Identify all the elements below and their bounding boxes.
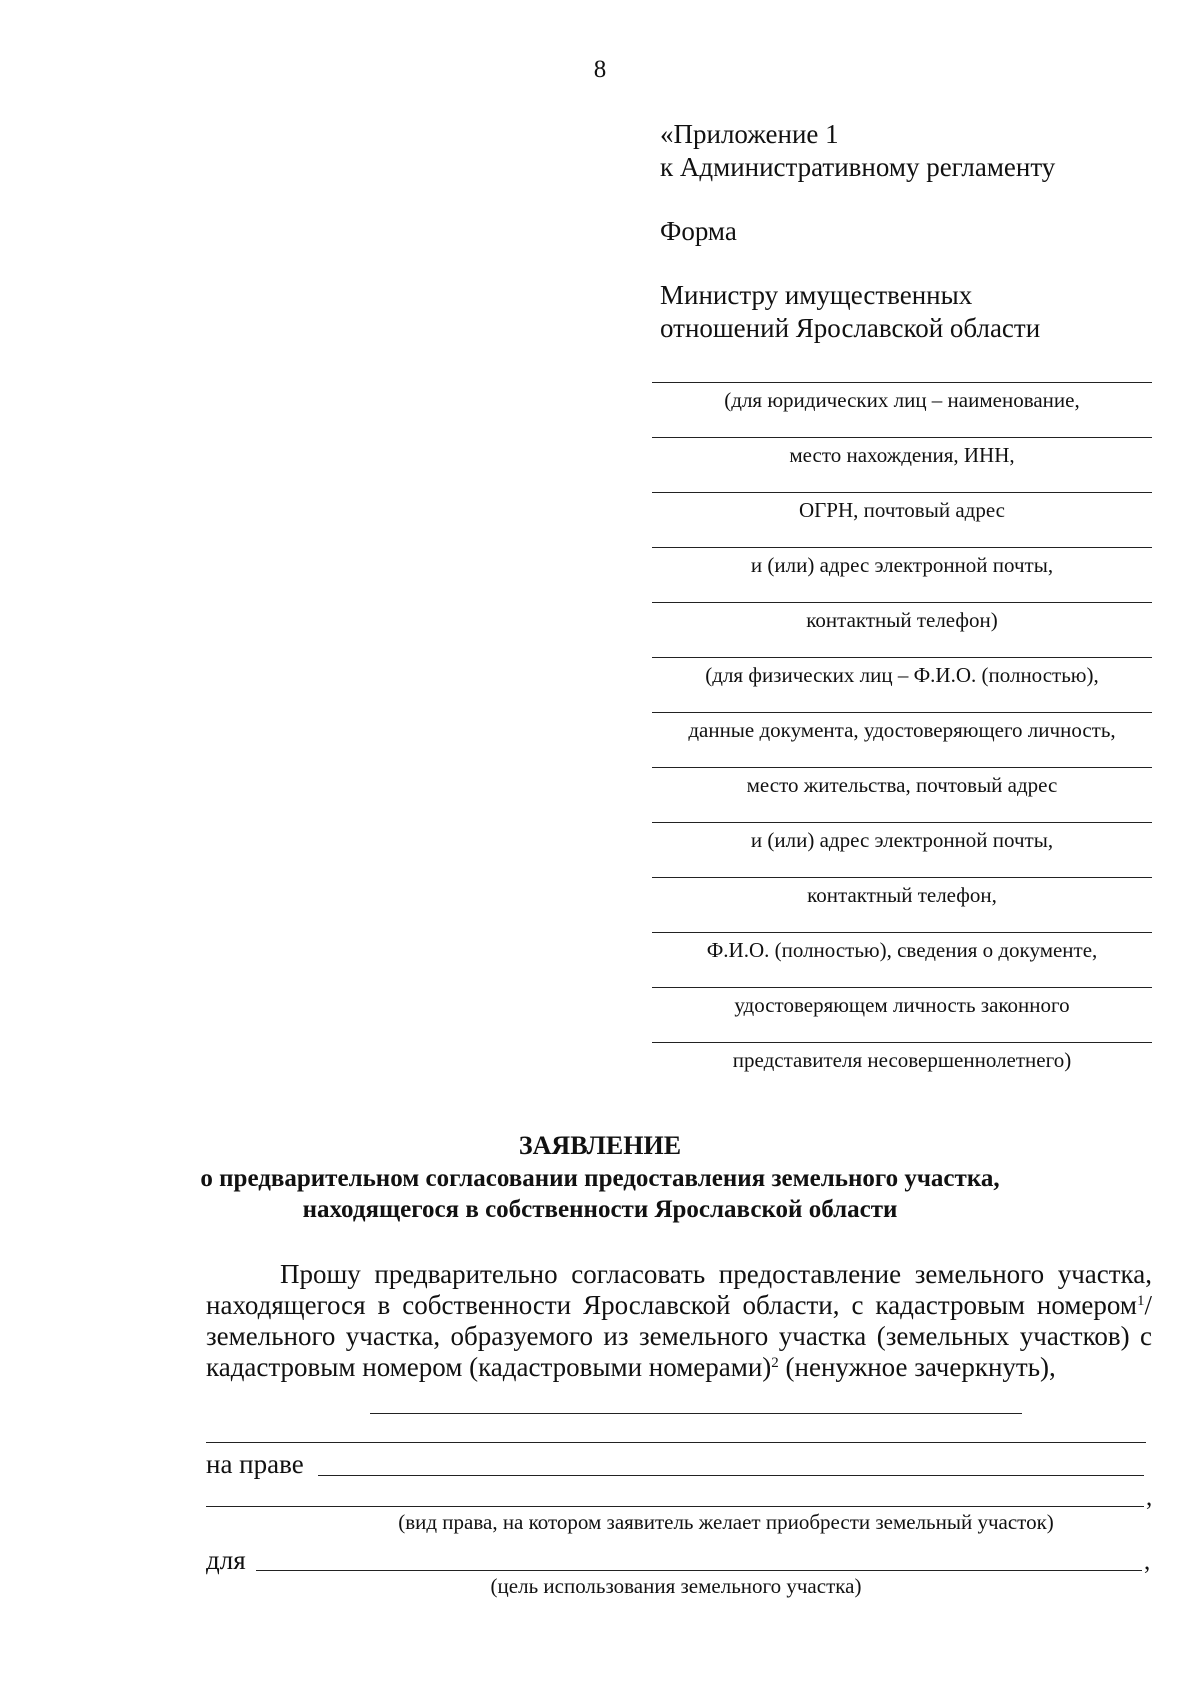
right-type-input-line-2[interactable]	[206, 1506, 1144, 1507]
cadastral-number-input-line-2[interactable]	[206, 1442, 1146, 1443]
page-number: 8	[593, 56, 607, 83]
purpose-caption: (цель использования земельного участка)	[490, 1574, 862, 1598]
applicant-field-caption: ОГРН, почтовый адрес	[799, 498, 1005, 522]
form-label: Форма	[660, 216, 737, 246]
applicant-field-caption: представителя несовершеннолетнего)	[732, 1048, 1072, 1072]
right-type-input-line[interactable]	[318, 1475, 1144, 1476]
purpose-label: для	[206, 1545, 246, 1575]
appendix-reference: к Административному регламенту	[660, 152, 1056, 182]
right-type-caption: (вид права, на котором заявитель желает приобрести земельный участок)	[398, 1510, 1054, 1534]
cadastral-number-input-line[interactable]	[370, 1413, 1022, 1414]
applicant-field-caption: Ф.И.О. (полностью), сведения о документе,	[706, 938, 1098, 962]
document-subtitle-line-1: о предварительном согласовании предоставления земельного участка,	[200, 1165, 1000, 1192]
purpose-comma: ,	[1144, 1548, 1151, 1575]
addressee-line-1: Министру имущественных	[660, 280, 973, 310]
applicant-field-caption: (для физических лиц – Ф.И.О. (полностью),	[705, 663, 1099, 687]
appendix-title: «Приложение 1	[660, 119, 839, 149]
applicant-details-block	[652, 382, 1152, 1097]
footnote-marker-1: 1	[1136, 1293, 1145, 1309]
request-text-part-2: / земельного участка, образуемого из земельного участка (земельных участков) с кадастровым номером (кадастровыми номерами)	[206, 1290, 1152, 1382]
applicant-field-caption: контактный телефон)	[806, 608, 998, 632]
right-comma: ,	[1146, 1484, 1153, 1511]
applicant-field-caption: удостоверяющем личность законного	[734, 993, 1070, 1017]
applicant-field-caption: и (или) адрес электронной почты,	[750, 828, 1054, 852]
applicant-field-caption: место жительства, почтовый адрес	[746, 773, 1058, 797]
footnote-marker-2: 2	[771, 1355, 779, 1371]
applicant-field-caption: данные документа, удостоверяющего личность,	[688, 718, 1116, 742]
right-label: на праве	[206, 1449, 304, 1479]
request-text-part-1: Прошу предварительно согласовать предоставление земельного участка, находящегося в собственности Ярославской области, с кадастровым номером	[206, 1259, 1152, 1320]
request-paragraph	[206, 1259, 1152, 1383]
applicant-field-caption: и (или) адрес электронной почты,	[750, 553, 1054, 577]
request-text-part-3: (ненужное зачеркнуть),	[778, 1352, 1056, 1382]
document-subtitle-line-2: находящегося в собственности Ярославской области	[302, 1196, 898, 1223]
document-title: ЗАЯВЛЕНИЕ	[518, 1131, 682, 1160]
applicant-field-caption: контактный телефон,	[807, 883, 997, 907]
addressee-line-2: отношений Ярославской области	[660, 313, 1041, 343]
applicant-field-caption: (для юридических лиц – наименование,	[724, 388, 1080, 412]
purpose-input-line[interactable]	[256, 1570, 1142, 1571]
applicant-field-caption: место нахождения, ИНН,	[789, 443, 1015, 467]
